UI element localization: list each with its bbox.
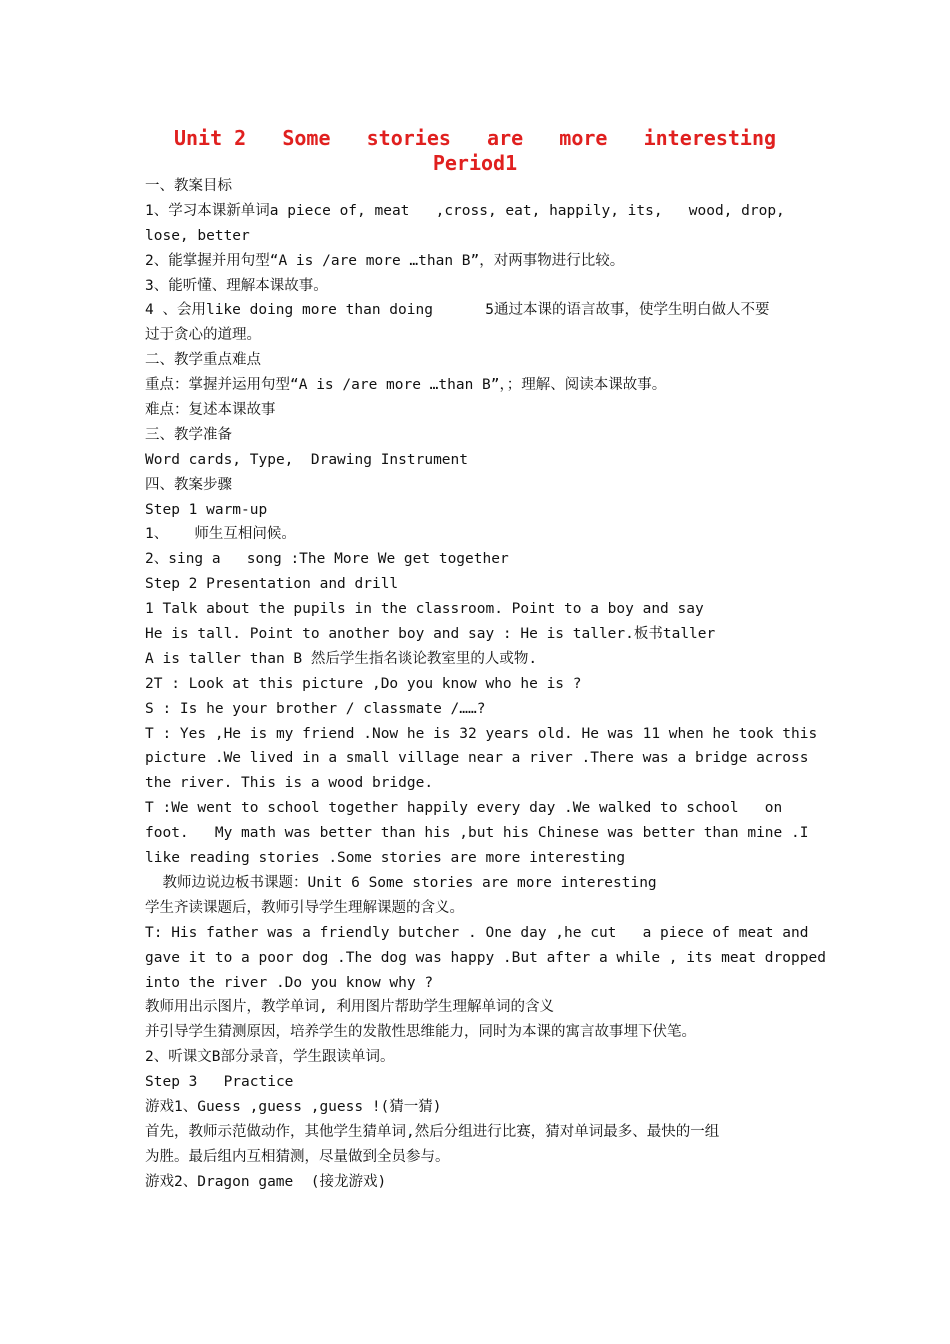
- text-line: 1、 师生互相问候。: [145, 526, 296, 543]
- text-line: 1、学习本课新单词a piece of, meat ,cross, eat, happily, its, wood, drop,: [145, 202, 785, 219]
- text-line: foot. My math was better than his ,but his Chinese was better than mine .I: [145, 825, 809, 842]
- text-line: He is tall. Point to another boy and say : He is taller.板书taller: [145, 626, 716, 643]
- text-line: 为胜。最后组内互相猜测，尽量做到全员参与。: [145, 1148, 450, 1165]
- text-line: 过于贪心的道理。: [145, 327, 261, 344]
- text-line: the river. This is a wood bridge.: [145, 775, 434, 792]
- text-line: 难点：复述本课故事: [145, 402, 276, 419]
- text-line: 2、sing a song :The More We get together: [145, 551, 509, 568]
- document-title: Unit 2 Some stories are more interesting: [173, 126, 777, 150]
- text-line: into the river .Do you know why ?: [145, 974, 434, 991]
- document-subtitle: Period1: [432, 151, 518, 175]
- text-line: Step 1 warm-up: [145, 501, 268, 518]
- text-line: 教师用出示图片，教学单词, 利用图片帮助学生理解单词的含义: [145, 999, 554, 1016]
- text-line: 学生齐读课题后，教师引导学生理解课题的含义。: [145, 899, 464, 916]
- text-line: A is taller than B 然后学生指名谈论教室里的人或物.: [145, 650, 538, 667]
- text-line: Step 2 Presentation and drill: [145, 576, 399, 593]
- text-line: T : Yes ,He is my friend .Now he is 32 years old. He was 11 when he took this: [145, 725, 818, 742]
- text-line: 三、教学准备: [145, 426, 232, 443]
- text-line: 游戏2、Dragon game (接龙游戏): [145, 1173, 387, 1190]
- text-line: like reading stories .Some stories are more interesting: [145, 850, 626, 867]
- text-line: T :We went to school together happily every day .We walked to school on: [145, 800, 783, 817]
- text-line: picture .We lived in a small village near a river .There was a bridge across: [145, 750, 809, 767]
- text-line: 2、能掌握并用句型“A is /are more …than B”，对两事物进行比较。: [145, 252, 625, 269]
- text-line: T: His father was a friendly butcher . One day ,he cut a piece of meat and: [145, 924, 809, 941]
- text-line: 首先，教师示范做动作，其他学生猜单词,然后分组进行比赛，猜对单词最多、最快的一组: [145, 1123, 720, 1140]
- text-line: Step 3 Practice: [145, 1074, 294, 1091]
- text-line: 一、教案目标: [145, 178, 232, 194]
- lesson-plan-body: [145, 174, 826, 1195]
- text-line: S : Is he your brother / classmate /……?: [145, 700, 486, 717]
- text-line: 教师边说边板书课题：Unit 6 Some stories are more interesting: [145, 874, 657, 891]
- text-line: 4 、会用like doing more than doing 5通过本课的语言故事，使学生明白做人不要: [145, 302, 770, 319]
- text-line: Word cards, Type, Drawing Instrument: [145, 451, 469, 468]
- text-line: gave it to a poor dog .The dog was happy .But after a while , its meat dropped: [145, 949, 826, 966]
- text-line: 3、能听懂、理解本课故事。: [145, 277, 328, 294]
- text-line: 四、教案步骤: [145, 476, 232, 493]
- text-line: 1 Talk about the pupils in the classroom. Point to a boy and say: [145, 601, 704, 618]
- text-line: 并引导学生猜测原因，培养学生的发散性思维能力，同时为本课的寓言故事埋下伏笔。: [145, 1024, 696, 1041]
- text-line: lose, better: [145, 227, 250, 244]
- text-line: 二、教学重点难点: [145, 352, 261, 369]
- text-line: 重点：掌握并运用句型“A is /are more …than B”，；理解、阅读本课故事。: [145, 377, 667, 394]
- text-line: 游戏1、Guess ,guess ,guess !(猜一猜): [145, 1098, 442, 1115]
- text-line: 2、听课文B部分录音，学生跟读单词。: [145, 1049, 395, 1066]
- text-line: 2T : Look at this picture ,Do you know who he is ?: [145, 675, 582, 692]
